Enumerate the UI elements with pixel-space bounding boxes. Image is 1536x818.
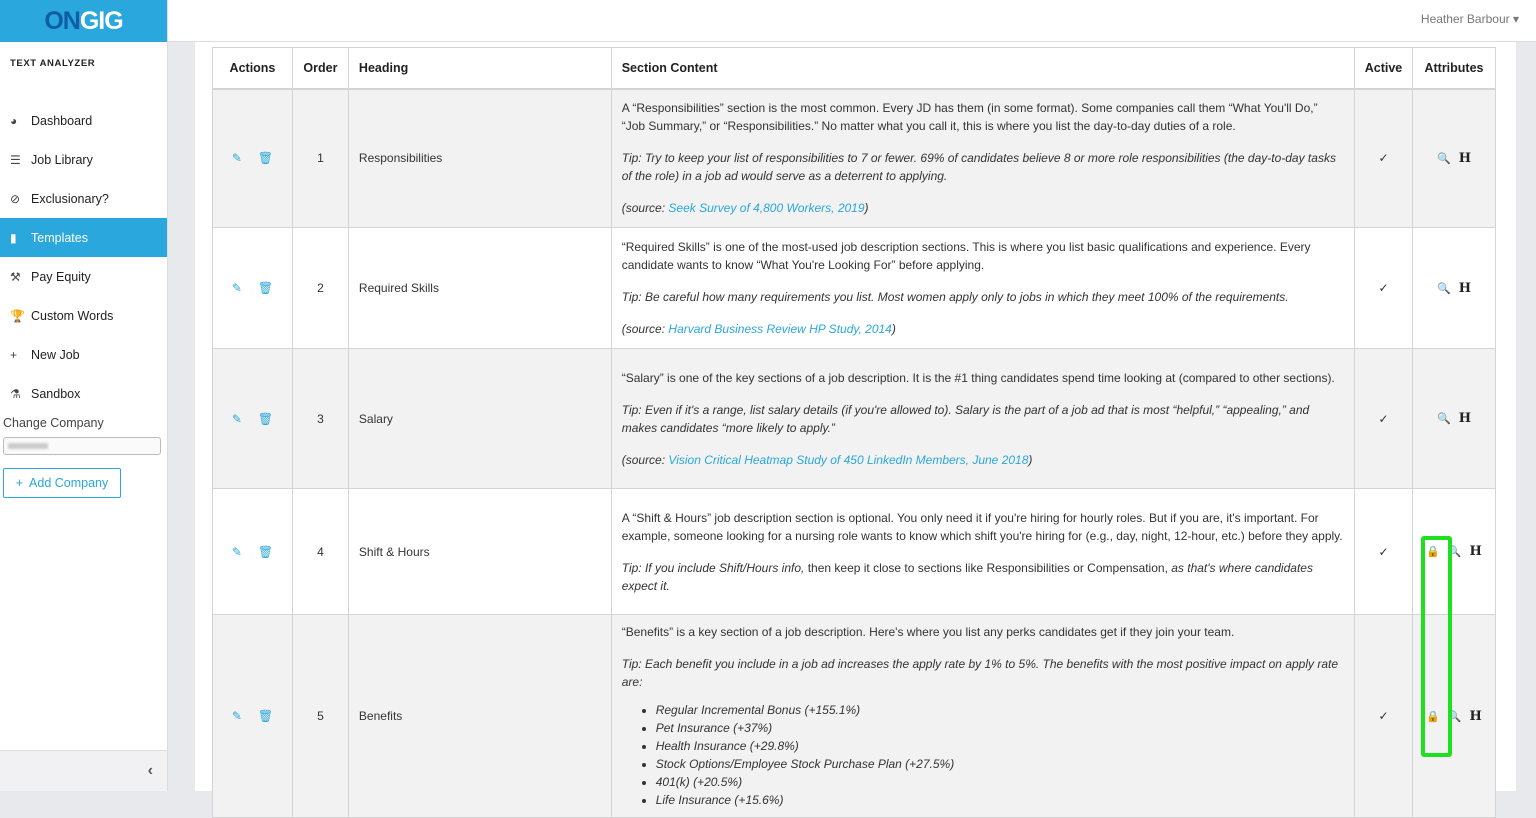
user-menu[interactable]: [1421, 12, 1519, 26]
section-content-cell: [611, 89, 1354, 228]
content-paragraph: [622, 559, 1344, 595]
content-paragraph: [622, 623, 1344, 641]
column-header-order[interactable]: Order: [292, 48, 348, 89]
content-text: Tip: Even if it's a range, list salary details (if you're allowed to). Salary is the part of a job ad that is most “helpful,” “appealing,” and makes candidates “more likely to apply.”: [621, 402, 1310, 435]
sidebar-item-exclusionary[interactable]: [0, 179, 167, 218]
content-text: “Salary” is one of the key sections of a job description. It is the #1 thing candidates spend time looking at (compared to other sections).: [621, 370, 1335, 385]
attribute-icons: [1413, 281, 1495, 296]
content-paragraph: [622, 451, 1344, 469]
user-name: Heather Barbour: [1420, 12, 1510, 26]
content-text: Tip: Each benefit you include in a job ad increases the apply rate by 1% to 5%. The benefits with the most positive impact on apply rate are:: [621, 657, 1339, 689]
sidebar-item-label: Custom Words: [31, 308, 114, 323]
content-paragraph: [622, 288, 1344, 306]
sidebar-item-label: Dashboard: [31, 113, 93, 128]
order-cell: 5: [292, 615, 348, 818]
sidebar-item-pay-equity[interactable]: [0, 257, 167, 296]
actions-cell: [213, 349, 293, 489]
column-header-active[interactable]: Active: [1355, 48, 1413, 89]
heading-attribute-icon[interactable]: H: [1458, 280, 1471, 296]
lock-icon[interactable]: 🔒: [1426, 546, 1440, 558]
templates-table: [212, 47, 1496, 818]
content-text: Tip: Be careful how many requirements you list. Most women apply only to jobs in which they meet 100% of the requirements.: [621, 290, 1289, 304]
sidebar-item-custom-words[interactable]: [0, 296, 167, 335]
search-icon[interactable]: 🔍: [1447, 546, 1462, 558]
logo-text-on: ON: [44, 6, 80, 35]
column-header-attributes[interactable]: Attributes: [1412, 48, 1495, 89]
attribute-icons: [1413, 151, 1495, 166]
main-content: [195, 42, 1516, 807]
attributes-cell: [1412, 489, 1495, 615]
section-title: TEXT ANALYZER: [10, 58, 96, 69]
heading-cell: Shift & Hours: [348, 489, 611, 615]
dashboard-icon: ◕: [10, 113, 18, 128]
plus-icon: +: [10, 347, 18, 362]
active-cell: [1355, 228, 1413, 349]
content-paragraph: [622, 320, 1344, 338]
row-actions: [213, 412, 292, 426]
table-row: [213, 489, 1496, 615]
actions-cell: [213, 89, 293, 228]
add-company-label: Add Company: [29, 476, 109, 490]
column-header-heading[interactable]: Heading: [348, 48, 611, 89]
benefits-list: [656, 701, 1344, 809]
plus-icon: +: [15, 476, 24, 490]
caret-down-icon: ▾: [1512, 12, 1519, 26]
section-content-cell: [611, 615, 1354, 818]
content-text: ): [1028, 452, 1033, 467]
sidebar-item-dashboard[interactable]: [0, 101, 167, 140]
heading-cell: Salary: [348, 349, 611, 489]
content-paragraph: [622, 509, 1344, 545]
column-header-section-content[interactable]: Section Content: [611, 48, 1354, 89]
trash-icon[interactable]: 🗑: [257, 281, 274, 295]
content-text: (source:: [621, 452, 669, 467]
ongig-logo[interactable]: [0, 0, 167, 42]
sidebar-item-label: Pay Equity: [31, 269, 91, 284]
section-content-cell: [611, 489, 1354, 615]
heading-attribute-icon[interactable]: H: [1458, 411, 1471, 426]
content-text: (source:: [621, 201, 669, 216]
attribute-icons: [1413, 411, 1495, 426]
content-text: Tip: Try to keep your list of responsibilities to 7 or fewer. 69% of candidates believe 8 or more role responsibilities (the day-to-day tasks of the role) in a job ad would serve as a deterrent to applying.: [621, 151, 1336, 184]
actions-cell: [213, 228, 293, 349]
trash-icon[interactable]: 🗑: [257, 411, 274, 426]
content-paragraph: [622, 401, 1344, 437]
check-icon: ✓: [1378, 411, 1389, 426]
actions-cell: [213, 489, 293, 615]
content-text: ): [891, 322, 896, 336]
list-item: • Pet Insurance (+37%): [656, 719, 1344, 737]
section-content-cell: [611, 349, 1354, 489]
trash-icon[interactable]: 🗑: [257, 544, 274, 559]
trash-icon[interactable]: 🗑: [257, 151, 274, 166]
edit-icon[interactable]: ✎: [231, 544, 242, 559]
attributes-cell: [1412, 228, 1495, 349]
heading-cell: Benefits: [348, 615, 611, 818]
add-company-button[interactable]: [3, 468, 121, 498]
heading-cell: Responsibilities: [348, 89, 611, 228]
check-icon: ✓: [1378, 151, 1389, 166]
microscope-icon: ⚗: [10, 386, 21, 401]
attributes-cell: [1412, 89, 1495, 228]
sidebar-nav: [0, 101, 167, 413]
heading-attribute-icon[interactable]: H: [1469, 708, 1482, 724]
content-text: “Required Skills” is one of the most-used job description sections. This is where you list basic qualifications and experience. Every candidate wants to know “What You're Looking For” before applying.: [621, 240, 1311, 272]
content-text: A “Shift & Hours” job description section is optional. You only need it if you're hiring for hourly roles. But if you are, it's important. For example, someone looking for a nursing role wants to know which shift you're hiring for (e.g., day, night, 12-hour, etc.) before they apply.: [621, 510, 1343, 543]
source-link[interactable]: Vision Critical Heatmap Study of 450 LinkedIn Members, June 2018: [668, 452, 1029, 467]
order-cell: 4: [292, 489, 348, 615]
sidebar-item-templates[interactable]: [0, 218, 167, 257]
heading-cell: Required Skills: [348, 228, 611, 349]
heading-attribute-icon[interactable]: H: [1469, 544, 1482, 559]
content-text: A “Responsibilities” section is the most common. Every JD has them (in some format). Some companies call them “What You'll Do,” “Job Summary,” or “Responsibilities.” No matter what you call it, this is where you list the day-to-day duties of a role.: [621, 101, 1318, 134]
sidebar-item-label: Templates: [31, 230, 88, 245]
file-icon: ▮: [10, 230, 17, 245]
active-cell: [1355, 349, 1413, 489]
edit-icon[interactable]: ✎: [231, 151, 242, 166]
content-text: (source:: [621, 322, 669, 336]
order-cell: 2: [292, 228, 348, 349]
search-icon[interactable]: 🔍: [1436, 152, 1451, 165]
sidebar: [0, 0, 168, 791]
content-text: ): [864, 201, 869, 216]
attribute-icons: [1413, 709, 1495, 724]
actions-cell: [213, 615, 293, 818]
heading-attribute-icon[interactable]: H: [1458, 150, 1471, 166]
list-item: • Stock Options/Employee Stock Purchase Plan (+27.5%): [656, 755, 1344, 773]
search-icon[interactable]: 🔍: [1436, 413, 1451, 425]
top-bar: [168, 0, 1536, 42]
check-icon: ✓: [1378, 709, 1389, 723]
row-actions: [213, 545, 292, 559]
order-cell: 1: [292, 89, 348, 228]
sidebar-item-label: Exclusionary?: [31, 191, 109, 206]
company-select[interactable]: [3, 437, 161, 455]
table-row: [213, 89, 1496, 228]
sidebar-item-sandbox[interactable]: [0, 374, 167, 413]
active-cell: [1355, 489, 1413, 615]
sidebar-item-new-job[interactable]: [0, 335, 167, 374]
table-row: [213, 615, 1496, 818]
content-paragraph: [622, 369, 1344, 387]
active-cell: [1355, 615, 1413, 818]
list-icon: ☰: [10, 152, 21, 167]
source-link[interactable]: Harvard Business Review HP Study, 2014: [668, 322, 892, 336]
list-item: • 401(k) (+20.5%): [656, 773, 1344, 791]
content-paragraph: [622, 99, 1344, 135]
content-text: Tip: If you include Shift/Hours info,: [621, 560, 805, 575]
attributes-cell: [1412, 615, 1495, 818]
row-actions: [213, 281, 292, 295]
sidebar-item-label: Sandbox: [31, 386, 81, 401]
redacted-company-name: [8, 443, 48, 449]
order-cell: 3: [292, 349, 348, 489]
trash-icon[interactable]: 🗑: [257, 709, 274, 723]
search-icon[interactable]: 🔍: [1447, 710, 1462, 723]
edit-icon[interactable]: ✎: [231, 411, 242, 426]
content-paragraph: [622, 199, 1344, 217]
ban-icon: ⊘: [10, 191, 21, 206]
row-actions: [213, 709, 292, 723]
content-text: “Benefits” is a key section of a job description. Here's where you list any perks candidates get if they join your team.: [621, 625, 1235, 639]
collapse-sidebar-button[interactable]: [0, 750, 167, 791]
attributes-cell: [1412, 349, 1495, 489]
check-icon: ✓: [1378, 544, 1389, 559]
chevron-left-icon: ‹: [147, 762, 153, 779]
table-row: [213, 349, 1496, 489]
edit-icon[interactable]: ✎: [231, 281, 242, 295]
change-company-label: Change Company: [3, 416, 104, 430]
active-cell: [1355, 89, 1413, 228]
list-item: • Health Insurance (+29.8%): [656, 737, 1344, 755]
lock-icon[interactable]: 🔒: [1426, 710, 1440, 723]
column-header-actions[interactable]: Actions: [213, 48, 293, 89]
sidebar-item-label: New Job: [31, 347, 80, 362]
search-icon[interactable]: 🔍: [1436, 282, 1451, 295]
content-text: as that's where candidates expect it.: [621, 560, 1313, 593]
list-item: • Regular Incremental Bonus (+155.1%): [656, 701, 1344, 719]
content-text: then keep it close to sections like Responsibilities or Compensation,: [804, 560, 1168, 575]
sidebar-item-label: Job Library: [31, 152, 93, 167]
edit-icon[interactable]: ✎: [231, 709, 242, 723]
table-row: [213, 228, 1496, 349]
list-item: • Life Insurance (+15.6%): [656, 791, 1344, 809]
trophy-icon: 🏆: [10, 308, 25, 323]
sidebar-item-job-library[interactable]: [0, 140, 167, 179]
table-header-row: [213, 48, 1496, 89]
content-paragraph: [622, 149, 1344, 185]
check-icon: ✓: [1378, 281, 1389, 295]
content-paragraph: [622, 238, 1344, 274]
source-link[interactable]: Seek Survey of 4,800 Workers, 2019: [668, 201, 865, 216]
gavel-icon: ⚒: [10, 269, 21, 284]
row-actions: [213, 151, 292, 165]
content-paragraph: [622, 655, 1344, 691]
section-content-cell: [611, 228, 1354, 349]
logo-text-gig: GIG: [79, 6, 123, 35]
attribute-icons: [1413, 544, 1495, 559]
